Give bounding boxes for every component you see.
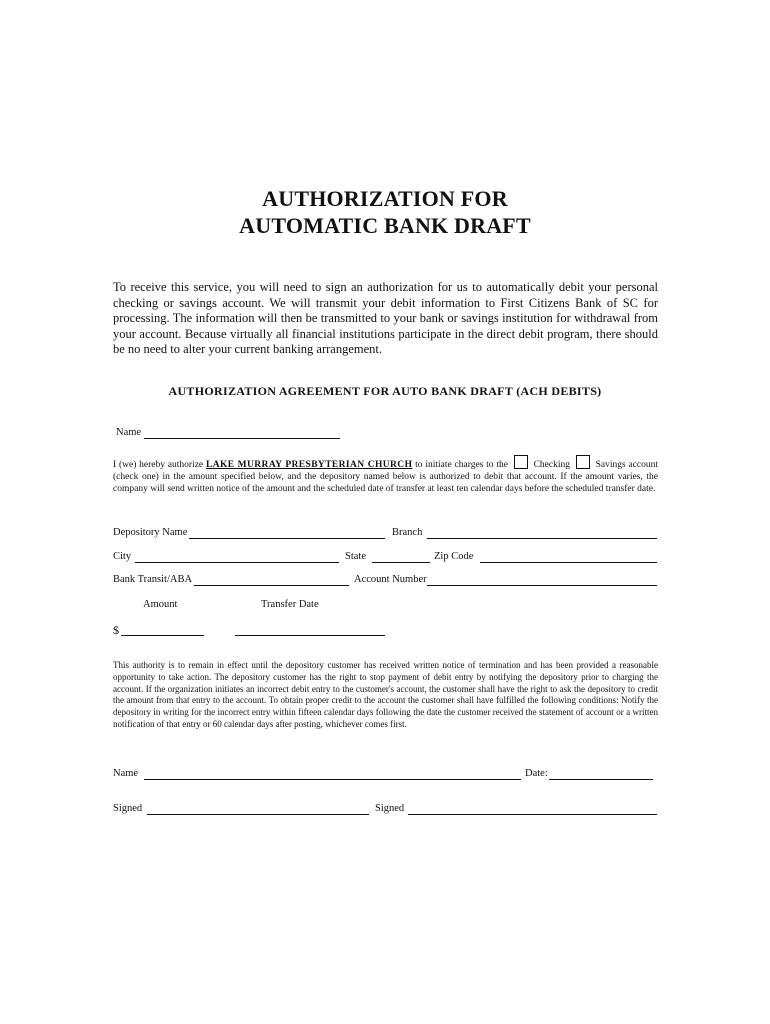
checking-label: Checking — [533, 460, 570, 470]
state-field[interactable] — [372, 562, 430, 563]
checking-checkbox[interactable] — [514, 455, 528, 469]
transfer-date-field[interactable] — [235, 635, 385, 636]
signed-label-1: Signed — [113, 803, 143, 814]
auth-prefix: I (we) hereby authorize — [113, 460, 204, 470]
transit-label: Bank Transit/ABA — [113, 574, 193, 585]
church-name: LAKE MURRAY PRESBYTERIAN CHURCH — [205, 460, 413, 470]
agreement-heading: AUTHORIZATION AGREEMENT FOR AUTO BANK DRAFT (ACH DEBITS) — [168, 384, 602, 398]
depository-name-label: Depository Name — [113, 527, 188, 538]
transit-field[interactable] — [194, 585, 349, 586]
date-field[interactable] — [549, 779, 653, 780]
state-label: State — [345, 551, 366, 562]
city-field[interactable] — [135, 562, 339, 563]
depository-name-field[interactable] — [189, 538, 385, 539]
savings-checkbox[interactable] — [576, 455, 590, 469]
name-label: Name — [116, 427, 142, 438]
title-line-1: AUTHORIZATION FOR — [262, 186, 508, 211]
city-label: City — [113, 551, 132, 562]
termination-notice: This authority is to remain in effect until the depository customer has received written notice of termination and has been provided a reasonable opportunity to take action. The depository customer has the right to stop payment of debit entry by notifying the depository prior to charging the account. If the organization initiates an incorrect debit entry to the customer's account, the customer shall have the right to ask the depository to credit the amount from that entry to the account. To obtain proper credit to the account the customer shall have fulfilled the following conditions: Notify the depository in writing for the incorrect entry within fifteen calendar days following the date the customer received the statement of account or a written notification of that entry or 60 calendar days after posting, whichever comes first. — [113, 660, 658, 729]
signature-field-2[interactable] — [408, 814, 657, 815]
account-number-field[interactable] — [427, 585, 657, 586]
branch-label: Branch — [392, 527, 423, 538]
authorization-paragraph — [113, 455, 658, 495]
signed-label-2: Signed — [375, 803, 405, 814]
dollar-sign: $ — [113, 623, 119, 637]
auth-middle: to initiate charges to the — [415, 460, 508, 470]
transfer-date-label: Transfer Date — [261, 599, 319, 610]
account-number-label: Account Number — [354, 574, 427, 585]
name-field[interactable] — [144, 438, 340, 439]
name-field-2[interactable] — [144, 779, 521, 780]
zip-field[interactable] — [480, 562, 657, 563]
title-line-2: AUTOMATIC BANK DRAFT — [239, 213, 531, 238]
branch-field[interactable] — [427, 538, 657, 539]
auth-rest: account (check one) in the amount specified below, and the depository named below is authorized to debit that account. If the amount varies, the company will send written notice of the amount and the scheduled date of transfer at least ten calendar days before the scheduled transfer date. — [113, 460, 659, 494]
intro-paragraph: To receive this service, you will need to sign an authorization for us to automatically debit your personal checking or savings account. We will transmit your debit information to First Citizens Bank of SC for processing. The information will then be transmitted to your bank or savings institution for withdrawal from your account. Because virtually all financial institutions participate in the direct debit program, there should be no need to alter your current banking arrangement. — [113, 280, 658, 356]
name-label-2: Name — [113, 768, 139, 779]
amount-field[interactable] — [121, 635, 204, 636]
amount-label: Amount — [143, 599, 178, 610]
savings-label: Savings — [595, 460, 626, 470]
zip-label: Zip Code — [434, 551, 474, 562]
date-label: Date: — [525, 768, 548, 779]
signature-field-1[interactable] — [147, 814, 369, 815]
